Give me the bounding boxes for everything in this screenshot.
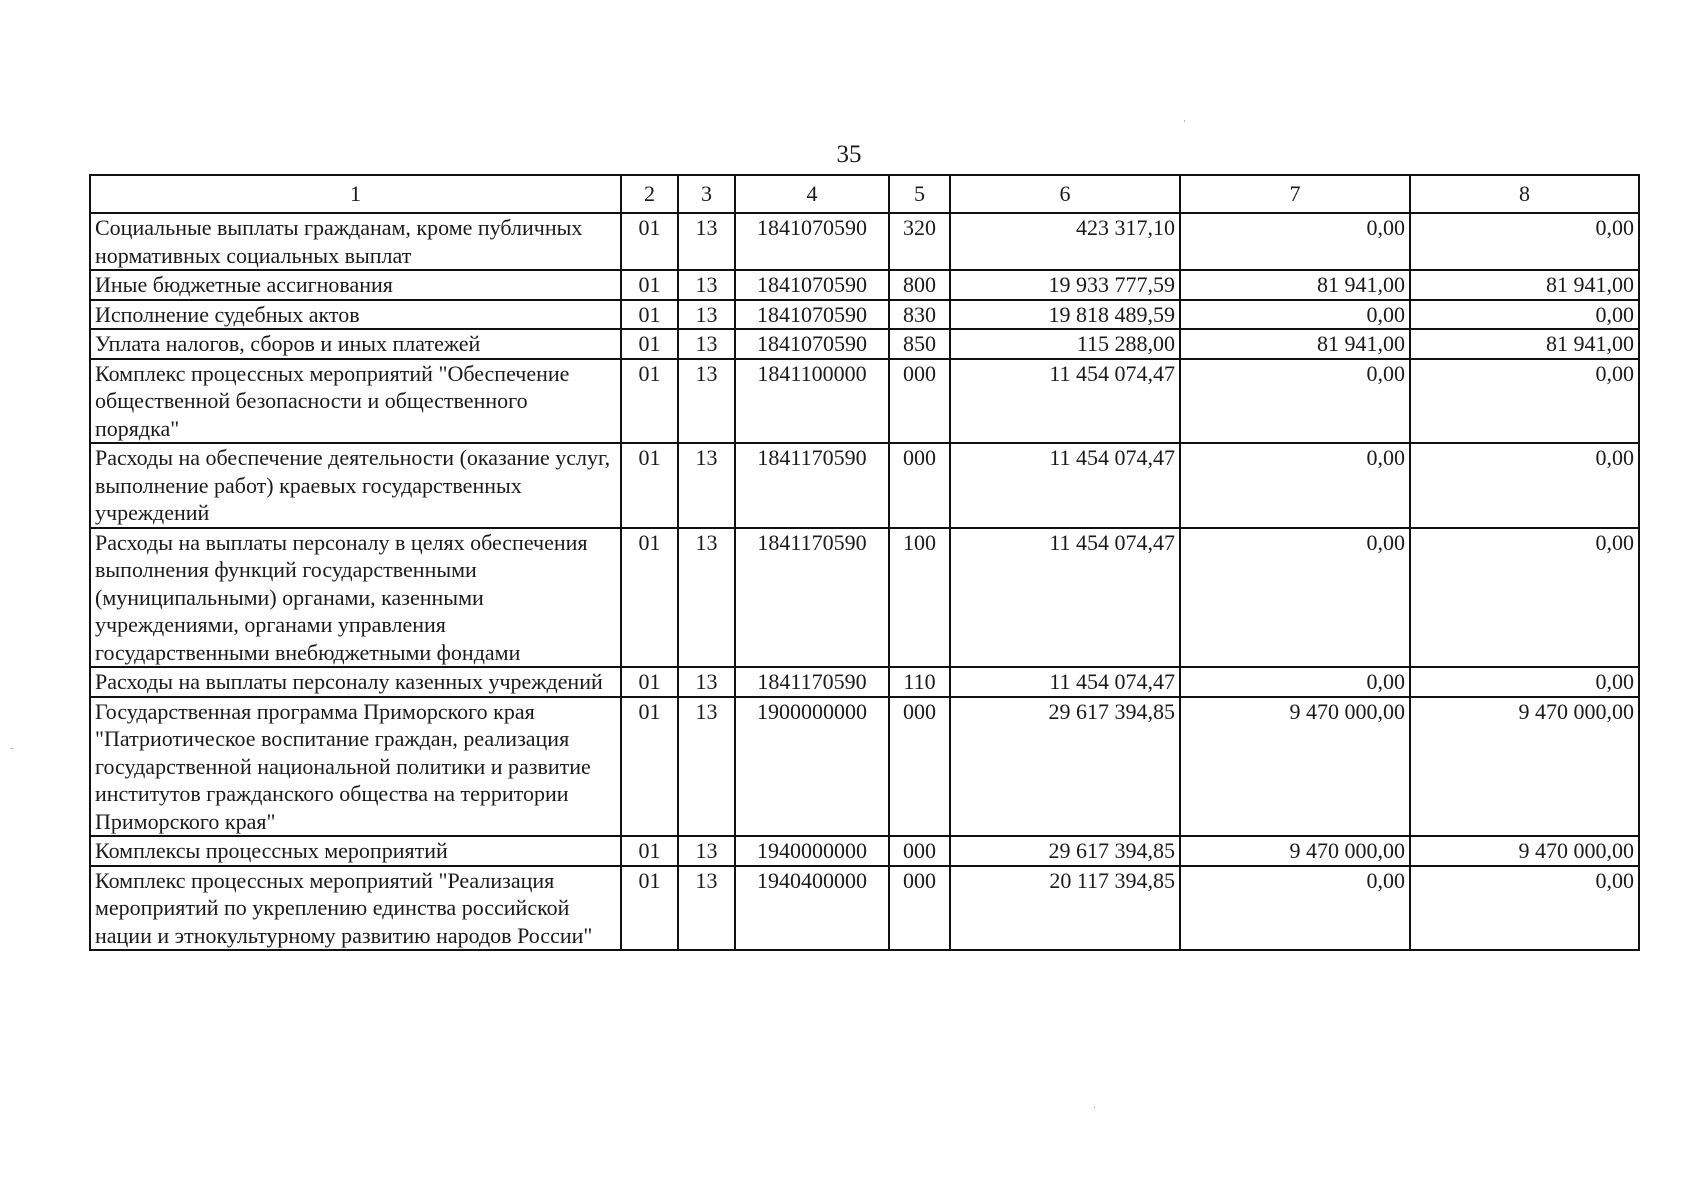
amount-col8: 9 470 000,00 [1410,836,1639,866]
amount-col6: 423 317,10 [950,213,1180,270]
target-article-code: 1940000000 [735,836,889,866]
amount-col7: 81 941,00 [1180,270,1410,300]
subsection-code: 13 [678,329,735,359]
target-article-code: 1841070590 [735,329,889,359]
subsection-code: 13 [678,359,735,444]
row-name: Социальные выплаты гражданам, кроме публичных нормативных социальных выплат [90,213,621,270]
subsection-code: 13 [678,270,735,300]
amount-col8: 0,00 [1410,667,1639,697]
target-article-code: 1841100000 [735,359,889,444]
amount-col7: 0,00 [1180,528,1410,668]
scan-speck [10,748,13,749]
expense-type-code: 000 [889,866,950,951]
expense-type-code: 000 [889,359,950,444]
subsection-code: 13 [678,697,735,837]
amount-col8: 81 941,00 [1410,270,1639,300]
table-row [90,359,1639,444]
target-article-code: 1841170590 [735,667,889,697]
subsection-code: 13 [678,300,735,330]
target-article-code: 1841170590 [735,443,889,528]
column-header: 8 [1410,175,1639,213]
column-header: 4 [735,175,889,213]
section-code: 01 [621,270,678,300]
target-article-code: 1841070590 [735,213,889,270]
subsection-code: 13 [678,528,735,668]
table-row [90,528,1639,668]
expense-type-code: 830 [889,300,950,330]
expense-type-code: 000 [889,836,950,866]
expense-type-code: 000 [889,443,950,528]
amount-col6: 19 933 777,59 [950,270,1180,300]
target-article-code: 1841170590 [735,528,889,668]
amount-col7: 81 941,00 [1180,329,1410,359]
section-code: 01 [621,213,678,270]
table-row [90,697,1639,837]
subsection-code: 13 [678,443,735,528]
column-header: 7 [1180,175,1410,213]
expense-type-code: 110 [889,667,950,697]
section-code: 01 [621,443,678,528]
table-row [90,866,1639,951]
section-code: 01 [621,866,678,951]
section-code: 01 [621,836,678,866]
amount-col6: 11 454 074,47 [950,359,1180,444]
subsection-code: 13 [678,213,735,270]
amount-col6: 29 617 394,85 [950,697,1180,837]
section-code: 01 [621,359,678,444]
amount-col6: 115 288,00 [950,329,1180,359]
column-header: 5 [889,175,950,213]
page-number: 35 [836,141,862,168]
row-name: Расходы на выплаты персоналу в целях обеспечения выполнения функций государственными (муниципальными) органами, казенными учреждениями, органами управления государственными внебюджетными фондами [90,528,621,668]
amount-col6: 20 117 394,85 [950,866,1180,951]
section-code: 01 [621,329,678,359]
amount-col6: 11 454 074,47 [950,528,1180,668]
column-header: 6 [950,175,1180,213]
section-code: 01 [621,667,678,697]
expense-type-code: 000 [889,697,950,837]
table-row [90,300,1639,330]
amount-col7: 0,00 [1180,443,1410,528]
row-name: Комплекс процессных мероприятий "Обеспечение общественной безопасности и общественного порядка" [90,359,621,444]
amount-col8: 9 470 000,00 [1410,697,1639,837]
table-row [90,443,1639,528]
row-name: Государственная программа Приморского края "Патриотическое воспитание граждан, реализация государственной национальной политики и развитие институтов гражданского общества на территории Приморского края" [90,697,621,837]
table-row [90,836,1639,866]
row-name: Комплексы процессных мероприятий [90,836,621,866]
amount-col6: 11 454 074,47 [950,667,1180,697]
row-name: Иные бюджетные ассигнования [90,270,621,300]
amount-col8: 0,00 [1410,866,1639,951]
target-article-code: 1841070590 [735,270,889,300]
row-name: Расходы на выплаты персоналу казенных учреждений [90,667,621,697]
amount-col8: 81 941,00 [1410,329,1639,359]
subsection-code: 13 [678,866,735,951]
expense-type-code: 100 [889,528,950,668]
amount-col7: 0,00 [1180,213,1410,270]
target-article-code: 1841070590 [735,300,889,330]
amount-col8: 0,00 [1410,528,1639,668]
section-code: 01 [621,528,678,668]
expense-type-code: 320 [889,213,950,270]
column-header: 2 [621,175,678,213]
amount-col8: 0,00 [1410,443,1639,528]
row-name: Исполнение судебных актов [90,300,621,330]
scan-speck [1094,1106,1095,1108]
table-row [90,329,1639,359]
row-name: Уплата налогов, сборов и иных платежей [90,329,621,359]
amount-col7: 0,00 [1180,300,1410,330]
subsection-code: 13 [678,667,735,697]
budget-table [89,174,1640,951]
table-row [90,213,1639,270]
target-article-code: 1900000000 [735,697,889,837]
row-name: Комплекс процессных мероприятий "Реализация мероприятий по укреплению единства российской нации и этнокультурному развитию народов России" [90,866,621,951]
amount-col7: 0,00 [1180,866,1410,951]
row-name: Расходы на обеспечение деятельности (оказание услуг, выполнение работ) краевых государственных учреждений [90,443,621,528]
expense-type-code: 800 [889,270,950,300]
amount-col7: 9 470 000,00 [1180,697,1410,837]
expense-type-code: 850 [889,329,950,359]
amount-col7: 0,00 [1180,359,1410,444]
amount-col6: 11 454 074,47 [950,443,1180,528]
amount-col8: 0,00 [1410,300,1639,330]
column-header: 1 [90,175,621,213]
amount-col7: 0,00 [1180,667,1410,697]
amount-col8: 0,00 [1410,213,1639,270]
amount-col6: 19 818 489,59 [950,300,1180,330]
amount-col8: 0,00 [1410,359,1639,444]
header-row [90,175,1639,213]
section-code: 01 [621,300,678,330]
table-row [90,667,1639,697]
amount-col6: 29 617 394,85 [950,836,1180,866]
target-article-code: 1940400000 [735,866,889,951]
scan-speck [1184,120,1185,122]
column-header: 3 [678,175,735,213]
subsection-code: 13 [678,836,735,866]
section-code: 01 [621,697,678,837]
amount-col7: 9 470 000,00 [1180,836,1410,866]
table-row [90,270,1639,300]
